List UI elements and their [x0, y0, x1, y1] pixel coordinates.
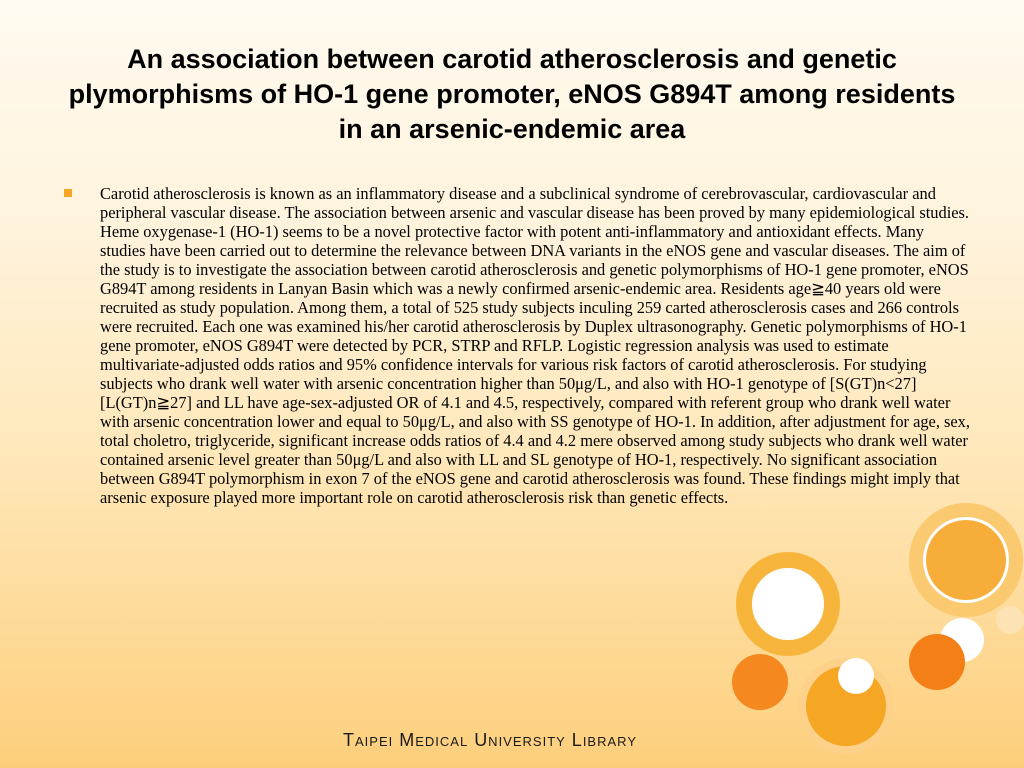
- decor-circle-tiny-light: [996, 606, 1024, 634]
- footer-library-name: Taipei Medical University Library: [343, 730, 637, 750]
- decor-circle-large-amber: [926, 520, 1006, 600]
- bullet-list: [62, 184, 972, 507]
- decor-circle-small-orange-left: [732, 654, 788, 710]
- bullet-text: Carotid atherosclerosis is known as an inflammatory disease and a subclinical syndrome of cerebrovascular, cardiovascular and peripheral vascular disease. The association between arsenic and vascular disease has been proved by many epidemiological studies. Heme oxygenase-1 (HO-1) seems to be a novel protective factor with potent anti-inflammatory and antioxidant effects. Many studies have been carried out to determine the relevance between DNA variants in the eNOS gene and vascular diseases. The aim of the study is to investigate the association between carotid atherosclerosis and genetic polymorphisms of HO-1 gene promoter, eNOS G894T among residents in Lanyan Basin which was a newly confirmed arsenic-endemic area. Residents age≧40 years old were recruited as study population. Among them, a total of 525 study subjects inculing 259 carted atherosclerosis cases and 266 controls were recruited. Each one was examined his/her carotid atherosclerosis by Duplex ultrasonography. Genetic polymorphisms of HO-1 gene promoter, eNOS G894T were detected by PCR, STRP and RFLP. Logistic regression analysis was used to estimate multivariate-adjusted odds ratios and 95% confidence intervals for various risk factors of carotid atherosclerosis. For studying subjects who drank well water with arsenic concentration higher than 50μg/L, and also with HO-1 genotype of [S(GT)n<27] [L(GT)n≧27] and LL have age-sex-adjusted OR of 4.1 and 4.5, respectively, compared with referent group who drank well water with arsenic concentration lower and equal to 50μg/L, and also with SS genotype of HO-1. In addition, after adjustment for age, sex, total choletro, triglyceride, significant increase odds ratios of 4.4 and 4.2 mere observed among study subjects who drank well water contained arsenic level greater than 50μg/L and also with LL and SL genotype of HO-1, respectively. No significant association between G894T polymorphism in exon 7 of the eNOS gene and carotid atherosclerosis was found. These findings might imply that arsenic exposure played more important role on carotid atherosclerosis risk than genetic effects.: [100, 184, 970, 507]
- decor-circle-medium-ring: [744, 560, 832, 648]
- bullet-item: [62, 184, 972, 507]
- decor-circle-bottom-ring: [802, 662, 890, 750]
- decor-circle-large-ring: [916, 510, 1016, 610]
- decor-circle-small-orange: [909, 634, 965, 690]
- decor-circle-small-white: [940, 618, 984, 662]
- decor-circle-bottom-white: [838, 658, 874, 694]
- slide-title: An association between carotid atherosclerosis and genetic plymorphisms of HO-1 gene promoter, eNOS G894T among residents in an arsenic-endemic area: [68, 44, 956, 144]
- square-bullet-icon: [64, 189, 72, 197]
